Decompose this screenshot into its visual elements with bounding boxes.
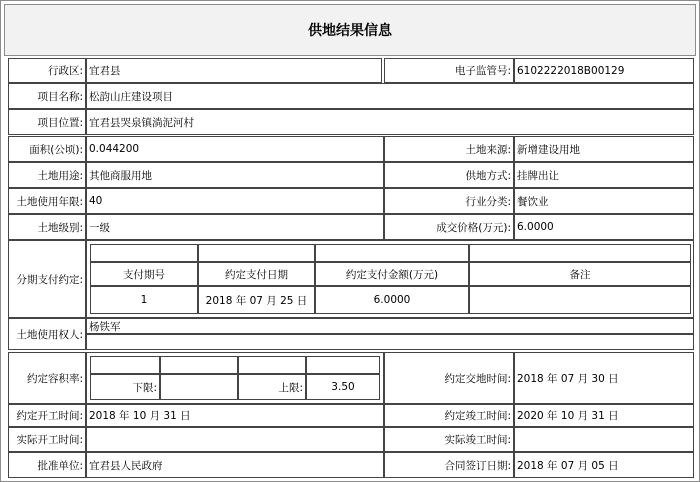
far-upper-label: 上限: (238, 374, 306, 400)
far-spacer-cell (238, 356, 306, 374)
far-spacer-cell (90, 356, 160, 374)
project-location-label: 项目位置: (8, 109, 86, 135)
deal-price-label: 成交价格(万元): (384, 214, 514, 240)
installment-spacer-cell (90, 244, 198, 262)
installment-header-amount: 约定支付金额(万元) (315, 262, 469, 286)
use-term-label: 土地使用年限: (8, 188, 86, 214)
actual-start-label: 实际开工时间: (8, 427, 86, 452)
installment-cell-date: 2018 年 07 月 25 日 (198, 286, 315, 314)
deal-price-value: 6.0000 (514, 214, 694, 240)
project-location-value: 宜君县哭泉镇淌泥河村 (86, 109, 694, 135)
project-name-value: 松韵山庄建设项目 (86, 83, 694, 109)
industry-value: 餐饮业 (514, 188, 694, 214)
far-lower-label: 下限: (90, 374, 160, 400)
installment-cell-amount: 6.0000 (315, 286, 469, 314)
start-time-value: 2018 年 10 月 31 日 (86, 404, 384, 427)
approval-unit-value: 宜君县人民政府 (86, 452, 384, 478)
far-lower-value (160, 374, 238, 400)
approval-unit-label: 批准单位: (8, 452, 86, 478)
actual-start-value (86, 427, 384, 452)
land-grade-label: 土地级别: (8, 214, 86, 240)
start-time-label: 约定开工时间: (8, 404, 86, 427)
supervision-no-value: 6102222018B00129 (514, 58, 694, 83)
area-value: 0.044200 (86, 136, 384, 162)
installment-header-date: 约定支付日期 (198, 262, 315, 286)
installment-header-remark: 备注 (469, 262, 691, 286)
installment-cell-remark (469, 286, 691, 314)
actual-completion-label: 实际竣工时间: (384, 427, 514, 452)
installment-spacer-cell (198, 244, 315, 262)
contract-date-value: 2018 年 07 月 05 日 (514, 452, 694, 478)
far-spacer-cell (306, 356, 380, 374)
delivery-time-value: 2018 年 07 月 30 日 (514, 352, 694, 404)
supply-method-label: 供地方式: (384, 162, 514, 188)
land-use-label: 土地用途: (8, 162, 86, 188)
land-user-value: 杨铁军 (86, 318, 694, 334)
installment-header-period: 支付期号 (90, 262, 198, 286)
contract-date-label: 合同签订日期: (384, 452, 514, 478)
land-use-value: 其他商服用地 (86, 162, 384, 188)
land-user-label: 土地使用权人: (8, 318, 86, 350)
installment-spacer-cell (315, 244, 469, 262)
completion-time-label: 约定竣工时间: (384, 404, 514, 427)
land-source-label: 土地来源: (384, 136, 514, 162)
industry-label: 行业分类: (384, 188, 514, 214)
far-upper-value: 3.50 (306, 374, 380, 400)
installment-cell-period: 1 (90, 286, 198, 314)
land-source-value: 新增建设用地 (514, 136, 694, 162)
project-name-label: 项目名称: (8, 83, 86, 109)
area-label: 面积(公顷): (8, 136, 86, 162)
district-label: 行政区: (8, 58, 86, 83)
installment-spacer-cell (469, 244, 691, 262)
district-value: 宜君县 (86, 58, 382, 83)
page-title: 供地结果信息 (4, 4, 696, 56)
land-grade-value: 一级 (86, 214, 384, 240)
delivery-time-label: 约定交地时间: (384, 352, 514, 404)
far-spacer-cell (160, 356, 238, 374)
completion-time-value: 2020 年 10 月 31 日 (514, 404, 694, 427)
supervision-no-label: 电子监管号: (384, 58, 514, 83)
installment-label: 分期支付约定: (8, 240, 86, 318)
supply-method-value: 挂牌出让 (514, 162, 694, 188)
use-term-value: 40 (86, 188, 384, 214)
far-label: 约定容积率: (8, 352, 86, 404)
land-user-extra-row (86, 334, 694, 350)
actual-completion-value (514, 427, 694, 452)
